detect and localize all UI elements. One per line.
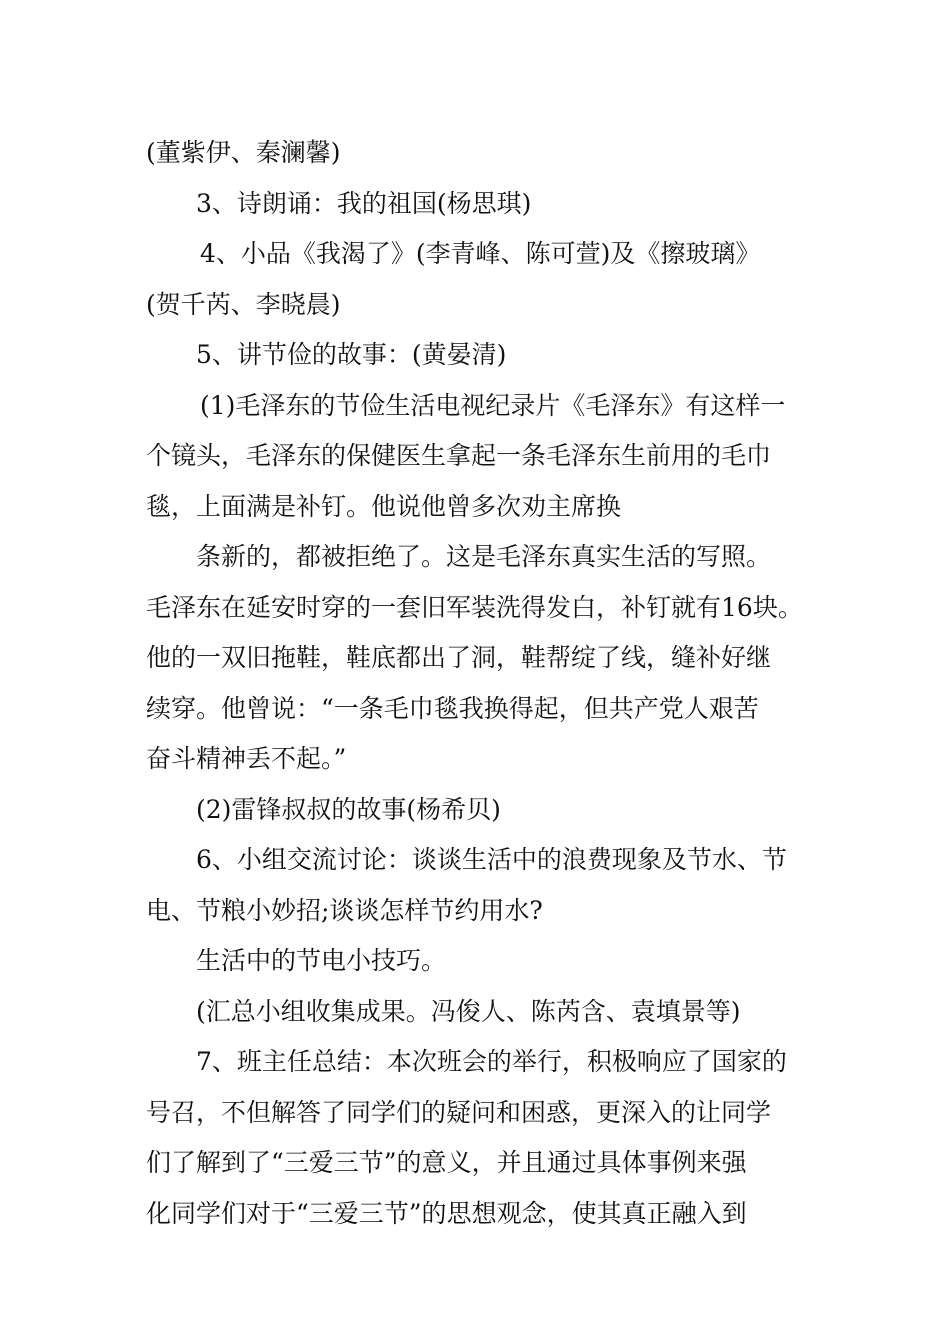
text-line: 他的一双旧拖鞋，鞋底都出了洞，鞋帮绽了线，缝补好继 xyxy=(146,643,772,672)
text-line: (汇总小组收集成果。冯俊人、陈芮含、袁填景等) xyxy=(196,996,741,1026)
text-line: 号召，不但解答了同学们的疑问和困惑，更深入的让同学 xyxy=(146,1097,772,1127)
text-line: (2)雷锋叔叔的故事(杨希贝) xyxy=(196,794,501,824)
text-line: 3、诗朗诵：我的祖国(杨思琪) xyxy=(196,188,532,218)
text-line: 奋斗精神丢不起。” xyxy=(146,744,347,773)
text-line: (贺千芮、李晓晨) xyxy=(146,289,341,319)
document-body xyxy=(146,128,816,1239)
text-line: 6、小组交流讨论：谈谈生活中的浪费现象及节水、节 xyxy=(196,845,787,874)
text-line: (董紫伊、秦澜馨) xyxy=(146,138,341,167)
text-line: (1)毛泽东的节俭生活电视纪录片《毛泽东》有这样一 xyxy=(200,390,786,420)
text-line: 个镜头，毛泽东的保健医生拿起一条毛泽东生前用的毛巾 xyxy=(146,441,772,470)
text-line: 毯，上面满是补钉。他说他曾多次劝主席换 xyxy=(146,491,622,521)
text-line: 5、讲节俭的故事：(黄晏清) xyxy=(196,340,507,369)
text-line: 们了解到了“三爱三节”的意义，并且通过具体事例来强 xyxy=(146,1148,747,1177)
text-line: 续穿。他曾说：“一条毛巾毯我换得起，但共产党人艰苦 xyxy=(146,693,759,723)
text-line: 生活中的节电小技巧。 xyxy=(196,946,447,975)
text-line: 4、小品《我渴了》(李青峰、陈可萱)及《擦玻璃》 xyxy=(200,239,761,268)
text-line: 7、班主任总结：本次班会的举行，积极响应了国家的 xyxy=(196,1047,787,1076)
text-line: 毛泽东在延安时穿的一套旧军装洗得发白，补钉就有16块。 xyxy=(146,592,803,622)
text-line: 化同学们对于“三爱三节”的思想观念，使其真正融入到 xyxy=(146,1198,747,1228)
text-line: 电、节粮小妙招;谈谈怎样节约用水? xyxy=(146,895,543,925)
text-line: 条新的，都被拒绝了。这是毛泽东真实生活的写照。 xyxy=(196,542,772,571)
